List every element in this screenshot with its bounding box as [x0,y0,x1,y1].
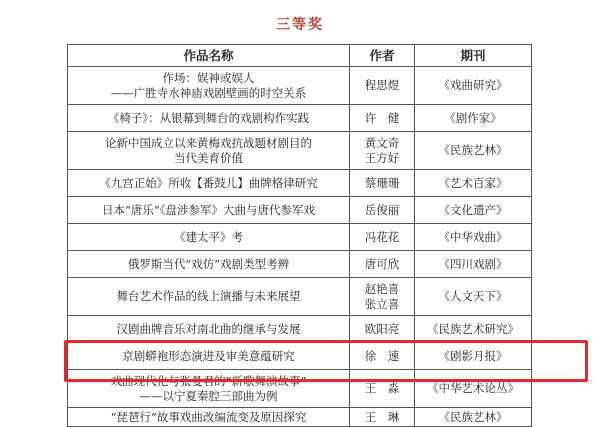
author-cell [350,278,415,316]
table-row [68,197,532,224]
table-row [68,224,532,251]
journal-cell: 《剧影月报》 [415,343,532,370]
work-title-line: 《九宫正始》所收【番鼓儿】曲牌格律研究 [99,175,318,190]
journal-cell: 《中华戏曲》 [415,224,532,251]
author-cell [350,408,415,427]
work-title-line: 俄罗斯当代“戏仿”戏剧类型考辨 [127,256,290,271]
work-title-cell [68,132,350,170]
page-title: 三等奖 [276,17,324,33]
header-author: 作者 [350,45,415,67]
author-cell [350,170,415,197]
author-name: 王 淼 [364,381,400,395]
journal-cell: 《文化遗产》 [415,197,532,224]
work-title-cell [68,278,350,316]
author-cell [350,224,415,251]
author-name: 黄文奇 [364,135,400,150]
table-header-row [68,45,532,67]
work-title-cell [68,316,350,343]
author-name: 王方好 [364,150,400,165]
work-title-line: 戏曲现代化与张曼君的“新歌舞演故事” [110,373,307,388]
author-name: 张立喜 [364,296,400,311]
work-title-cell [68,105,350,132]
journal-cell: 《艺术百家》 [415,170,532,197]
work-title-line: “琵琶行”故事戏曲改编流变及原因探究 [110,409,307,424]
work-title-line: 《建太平》考 [174,229,243,244]
table-row [68,278,532,316]
journal-cell: 《中华艺术论丛》 [415,370,532,408]
table-row [68,316,532,343]
journal-cell: 《人文天下》 [415,278,532,316]
work-title-line: 京剧蟒袍形态演进及审美意蕴研究 [122,348,295,363]
header-journal: 期刊 [415,45,532,67]
author-name: 赵艳喜 [364,281,400,296]
work-title-cell [68,67,350,105]
work-title-cell [68,197,350,224]
highlight-box [64,340,588,382]
work-title-line: 《椅子》：从银幕到舞台的戏剧构作实践 [107,110,310,125]
author-cell [350,316,415,343]
work-title-cell [68,251,350,278]
table-row [68,67,532,105]
author-cell [350,197,415,224]
table-row [68,408,532,427]
work-title-line: 汉剧曲牌音乐对南北曲的继承与发展 [116,321,301,336]
work-title-line: ——广胜寺水神庙戏剧壁画的时空关系 [110,85,307,100]
work-title-cell [68,408,350,427]
author-name: 岳俊丽 [364,202,400,217]
author-name: 欧阳亮 [364,321,400,336]
author-name: 王 琳 [364,409,400,424]
author-cell [350,105,415,132]
work-title-line: ——以宁夏秦腔三部曲为例 [139,388,278,403]
work-title-cell [68,170,350,197]
author-name: 许 健 [364,110,400,125]
table-row [68,170,532,197]
author-cell [350,132,415,170]
journal-cell: 《民族艺术研究》 [415,316,532,343]
journal-cell: 《民族艺林》 [415,132,532,170]
header-title: 作品名称 [68,45,350,67]
work-title-line: 作场：娱神或娱人 [162,70,255,85]
author-name: 冯花花 [364,229,400,244]
author-name: 程思煜 [364,78,400,92]
author-name: 蔡珊珊 [364,175,400,190]
work-title-line: 当代美育价值 [174,150,243,165]
journal-cell: 《戏曲研究》 [415,67,532,105]
work-title-line: 舞台艺术作品的线上演播与未来展望 [116,289,301,303]
author-name: 徐 速 [364,348,400,363]
journal-cell: 《四川戏剧》 [415,251,532,278]
author-cell [350,251,415,278]
author-cell [350,67,415,105]
work-title-line: 论新中国成立以来黄梅戏抗战题材剧目的 [105,135,312,150]
work-title-cell [68,224,350,251]
author-name: 唐可欣 [364,256,400,271]
work-title-line: 日本“唐乐”《盘涉参军》大曲与唐代参军戏 [101,202,315,217]
journal-cell: 《民族艺林》 [415,408,532,427]
table-row [68,251,532,278]
journal-cell: 《剧作家》 [415,105,532,132]
table-row [68,105,532,132]
table-row [68,132,532,170]
